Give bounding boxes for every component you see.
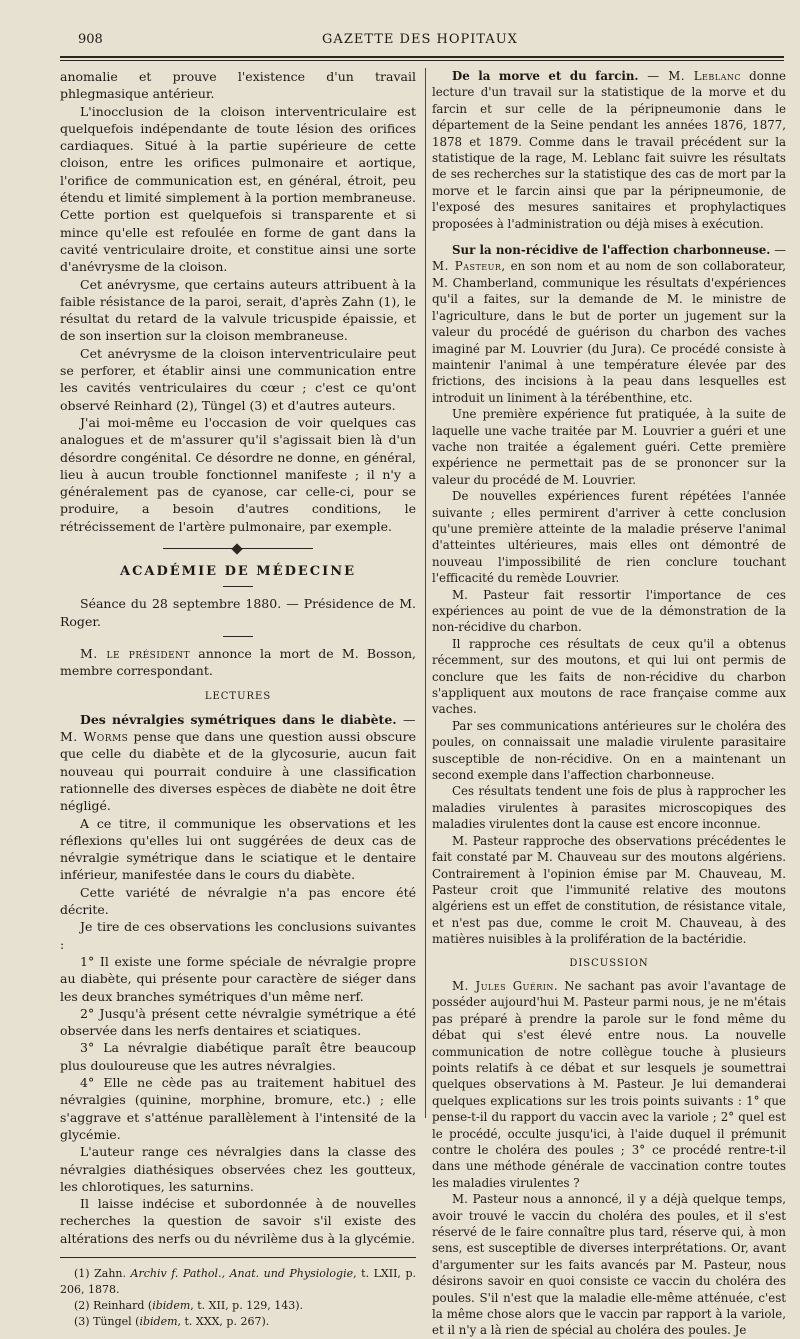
paragraph: J'ai moi-même eu l'occasion de voir quelques cas analogues et de m'assurer qu'il s'agissait bien là d'un désordre congénital. Ce désordre ne donne, en général, lieu à aucun trouble fonctionnel manifeste ; il n'y a généralement pas de cyanose, car celle-ci, pour se produire, a besoin d'autres conditions, le rétrécissement de l'artère pulmonaire, par exemple.	[60, 414, 416, 534]
paragraph: Il rapproche ces résultats de ceux qu'il a obtenus récemment, sur des moutons, et qui lui ont permis de conclure que les faits de non-récidive du charbon s'appliquent aux moutons de race française comme aux vaches.	[432, 636, 786, 717]
paragraph	[432, 242, 786, 406]
speaker-name: — M. Leblanc	[638, 69, 741, 83]
short-rule	[223, 636, 253, 637]
column-divider	[425, 68, 426, 1118]
paragraph: L'auteur range ces névralgies dans la classe des névralgies diathésiques observées chez les goutteux, les chlorotiques, les saturnins.	[60, 1144, 416, 1194]
paragraph: L'inocclusion de la cloison interventriculaire est quelquefois indépendante de toute lésion des orifices cardiaques. Situé à la partie supérieure de cette cloison, entre les orifices pulmonaire et aortique, l'orifice de communication est, en général, étroit, peu étendu et limité simplement à la portion membraneuse. Cette portion est quelquefois si transparente et si mince qu'elle est refoulée en forme de gant dans la cavité ventriculaire droite, et constitue ainsi une sorte d'anévrysme de la cloison.	[60, 103, 416, 275]
footnote	[60, 1298, 416, 1314]
paragraph: Ces résultats tendent une fois de plus à rapprocher les maladies virulentes à parasites microscopiques des maladies virulentes dont la cause est encore inconnue.	[432, 784, 786, 832]
article-title: De la morve et du farcin.	[452, 69, 639, 83]
paragraph: Il laisse indécise et subordonnée à de nouvelles recherches la question de savoir s'il existe des altérations des nerfs ou du névrilème dus à la glycémie.	[60, 1196, 416, 1246]
footnote-text: , t. XII, p. 129, 143).	[190, 1299, 303, 1312]
footnote-text: , t. LXII, p. 206, 1878.	[60, 1267, 417, 1296]
footnote-text: (1) Zahn.	[74, 1267, 131, 1280]
subheading-lectures: LECTURES	[204, 690, 272, 702]
paragraph-text: annonce la mort de M. Bosson, membre correspondant.	[60, 645, 416, 679]
footnote-source: ibidem	[152, 1299, 191, 1312]
right-column	[432, 68, 786, 1339]
footnote-text: (3) Tüngel (	[74, 1315, 140, 1328]
footnotes	[60, 1257, 416, 1330]
paragraph-text: , en son nom et au nom de son collaborateur, M. Chamberland, communique les résultats d'expériences qu'il a faites, sur la demande de M. le ministre de l'agriculture, dans le but de porter un jugement sur la valeur du procédé de guérison du charbon des vaches imaginé par M. Louvrier (du Jura). Ce procédé consiste à maintenir l'animal à une température élevée par des frictions, des incisions à la peau dans lesquelles est introduit un liniment à la térébenthine, etc.	[432, 259, 786, 405]
footnote	[60, 1266, 416, 1298]
footnote-source: Archiv f. Pathol., Anat. und Physiologie	[130, 1267, 354, 1280]
footnote	[60, 1314, 416, 1330]
paragraph: A ce titre, il communique les observations et les réflexions qu'elles lui ont suggérées de deux cas de névralgie symétrique dans le sciatique et le dentaire inférieur, manifestée dans le cours du diabète.	[60, 815, 416, 883]
article-title: Des névralgies symétriques dans le diabète.	[80, 711, 397, 727]
paragraph: Une première expérience fut pratiquée, à la suite de laquelle une vache traitée par M. Louvrier a guéri et une vache non traitée a également guéri. Cette première expérience ne permettait pas de se prononcer sur la valeur du procédé de M. Louvrier.	[432, 407, 786, 487]
subheading-discussion: DISCUSSION	[569, 957, 649, 969]
speaker-name: M. Jules Guérin.	[452, 978, 559, 993]
paragraph	[60, 711, 416, 815]
short-rule	[223, 586, 253, 587]
speaker-name: M. le président	[80, 645, 191, 661]
conclusion-item: 1° Il existe une forme spéciale de névralgie propre au diabète, qui présente pour caractère de siéger dans les deux branches symétriques d'un même nerf.	[60, 953, 416, 1004]
conclusion-item: 2° Jusqu'à présent cette névralgie symétrique a été observée dans les nerfs dentaires et sciatiques.	[60, 1005, 416, 1039]
paragraph	[432, 68, 786, 232]
page-header	[60, 32, 780, 52]
conclusion-item: 4° Elle ne cède pas au traitement habituel des névralgies (quinine, morphine, bromure, etc.) ; elle s'aggrave et s'atténue parallèlement à l'intensité de la glycémie.	[60, 1075, 416, 1142]
left-column	[60, 68, 416, 1330]
conclusion-item: 3° La névralgie diabétique paraît être beaucoup plus douloureuse que les autres névralgies.	[60, 1040, 416, 1073]
paragraph: De nouvelles expériences furent répétées l'année suivante ; elles permirent d'arriver à cette conclusion qu'une première atteinte de la maladie préserve l'animal d'atteintes ultérieures, mais elles ont démontré de nouveau l'impossibilité de rien conclure touchant l'efficacité du remède Louvrier.	[432, 489, 786, 586]
paragraph: anomalie et prouve l'existence d'un travail phlegmasique antérieur.	[60, 69, 416, 102]
paragraph: Cet anévrysme, que certains auteurs attribuent à la faible résistance de la paroi, serait, d'après Zahn (1), le résultat du retard de la valvule tricuspide épaissie, et de son insertion sur la cloison membraneuse.	[60, 276, 416, 344]
paragraph	[60, 645, 416, 680]
paragraph: M. Pasteur fait ressortir l'importance de ces expériences au point de vue de la démonstration de la non-récidive du charbon.	[432, 587, 786, 635]
paragraph	[432, 978, 786, 1191]
dash: —	[770, 243, 786, 258]
ornament-divider	[163, 545, 313, 553]
speaker-name: M. Pasteur	[432, 259, 502, 274]
paragraph: Cet anévrysme de la cloison interventriculaire peut se perforer, et établir ainsi une communication entre les cavités ventriculaires du cœur ; c'est ce qu'ont observé Reinhard (2), Tüngel (3) et d'autres auteurs.	[60, 345, 416, 413]
paragraph-text: Ne sachant pas avoir l'avantage de posséder aujourd'hui M. Pasteur parmi nous, je ne m'étais pas préparé à prendre la parole sur le fond même du débat qui s'est élevé entre nous. La nouvelle communication de notre collègue touche à plusieurs points relatifs à ce débat et sur lesquels je soumettrai quelques observations à M. Pasteur. Je lui demanderai quelques explications sur les trois points suivants : 1° que pense-t-il du rapport du vaccin avec la variole ; 2° quel est le procédé, occulte jusqu'ici, à l'aide duquel il prémunit contre le choléra des poules ; 3° ce procédé rentre-t-il dans une méthode générale de vaccination contre toutes les maladies virulentes ?	[432, 978, 786, 1190]
speaker-name: — M. Worms	[60, 711, 416, 745]
paragraph: Par ses communications antérieures sur le choléra des poules, on connaissait une maladie virulente parasitaire susceptible de non-récidive. On en a maintenant un second exemple dans l'affection charbonneuse.	[432, 718, 786, 783]
footnote-source: ibidem	[139, 1315, 178, 1328]
header-rule	[60, 56, 784, 58]
article-title: Sur la non-récidive de l'affection charbonneuse.	[452, 243, 771, 258]
page-number: 908	[78, 32, 103, 47]
header-rule-thin	[60, 60, 784, 61]
paragraph: Cette variété de névralgie n'a pas encore été décrite.	[60, 884, 416, 918]
running-title: GAZETTE DES HOPITAUX	[322, 32, 518, 47]
seance-line: Séance du 28 septembre 1880. — Présidence de M. Roger.	[60, 596, 416, 629]
section-title: ACADÉMIE DE MÉDECINE	[119, 564, 356, 580]
paragraph: M. Pasteur rapproche des observations précédentes le fait constaté par M. Chauveau sur des moutons algériens. Contrairement à l'opinion émise par M. Chauveau, M. Pasteur croit que l'immunité relative des moutons algériens est un effet de constitution, de résistance vitale, et n'est pas due, comme le croit M. Chauveau, à des matières nuisibles à la prolifération de la bactéridie.	[432, 833, 786, 947]
paragraph-text: pense que dans une question aussi obscure que celle du diabète et de la glycosurie, aucun fait nouveau qui pourrait conduire à une classification rationnelle des diverses espèces de diabète ne doit être négligé.	[60, 729, 416, 814]
paragraph: Je tire de ces observations les conclusions suivantes :	[60, 919, 416, 952]
footnote-text: (2) Reinhard (	[74, 1299, 153, 1312]
paragraph: M. Pasteur nous a annoncé, il y a déjà quelque temps, avoir trouvé le vaccin du choléra des poules, et il s'est réservé de le faire connaître plus tard, réserve qui, à mon sens, est susceptible de diverses interprétations. Or, avant d'argumenter sur les faits avancés par M. Pasteur, nous désirons savoir en quoi consiste ce vaccin du choléra des poules. S'il n'est que la maladie elle-même atténuée, c'est la même chose alors que le vaccin par rapport à la variole, et il n'y a là rien de spécial au choléra des poules. Je	[432, 1192, 786, 1338]
footnote-text: , t. XXX, p. 267).	[177, 1315, 270, 1328]
paragraph-text: donne lecture d'un travail sur la statistique de la morve et du farcin et sur celle de la péripneumonie dans le département de la Seine pendant les années 1876, 1877, 1878 et 1879. Comme dans le travail précédent sur la statistique de la rage, M. Leblanc fait suivre les résultats de ses recherches sur la statistique des cas de mort par la morve et le farcin ainsi que par la péripneumonie, de l'exposé des mesures sanitaires et prophylactiques proposées à l'administration ou déjà mises à exécution.	[432, 69, 786, 231]
